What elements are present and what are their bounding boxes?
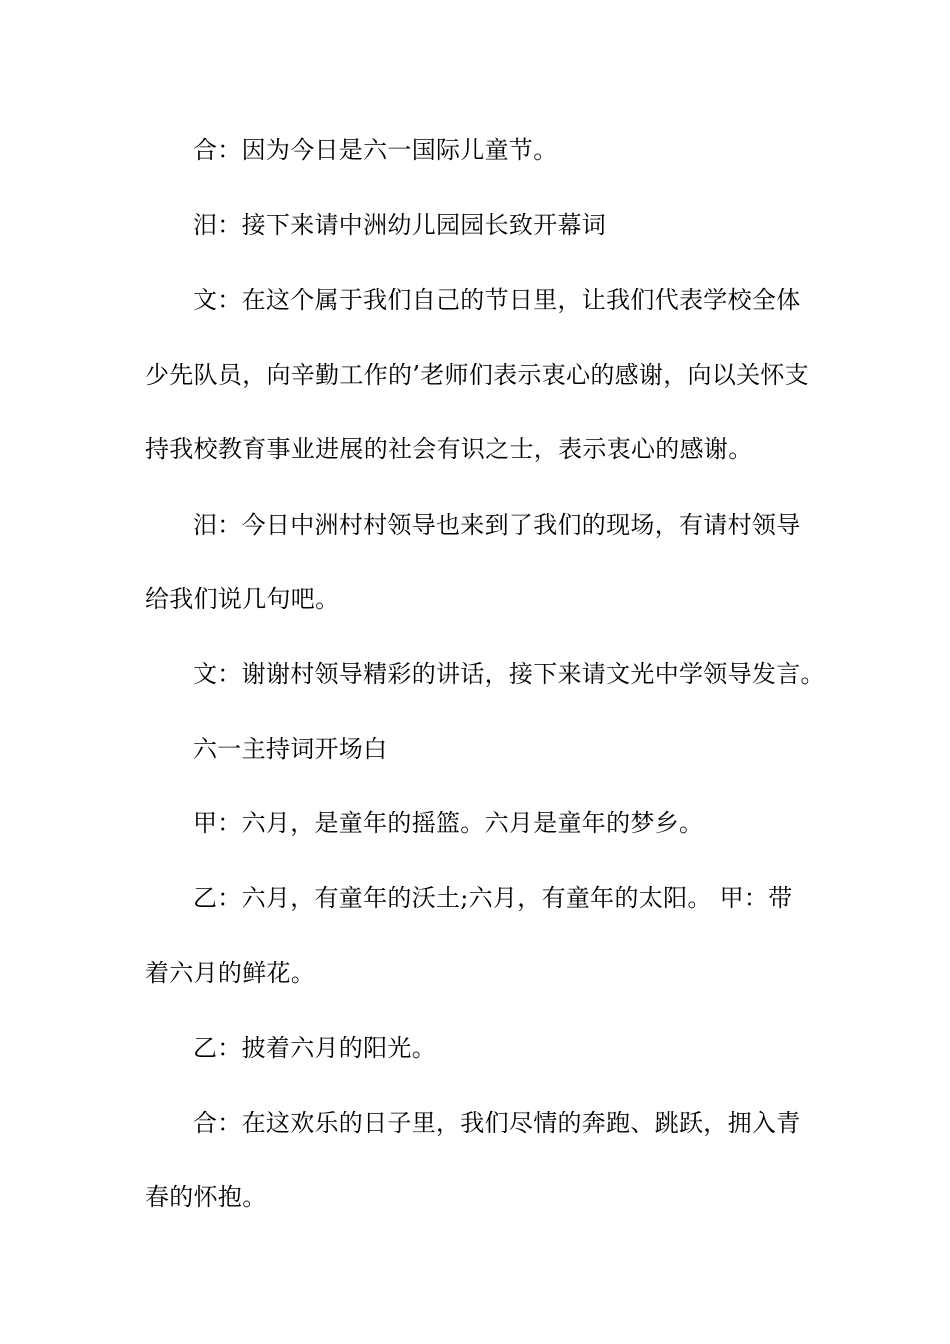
section-heading: 六一主持词开场白 (193, 735, 388, 763)
paragraph-line: 春的怀抱。 (145, 1183, 267, 1211)
paragraph-line: 甲：六月，是童年的摇篮。六月是童年的梦乡。 (193, 809, 704, 837)
paragraph-line: 乙：披着六月的阳光。 (193, 1034, 436, 1062)
paragraph-line: 着六月的鲜花。 (145, 959, 316, 987)
paragraph-line: 汨：接下来请中洲幼儿园园长致开幕词 (193, 211, 607, 239)
paragraph-line: 合：因为今日是六一国际儿童节。 (193, 136, 558, 164)
paragraph-line: 汨：今日中洲村村领导也来到了我们的现场，有请村领导 (193, 511, 801, 539)
paragraph-line: 少先队员，向辛勤工作的’老师们表示衷心的感谢，向以关怀支 (145, 361, 810, 389)
paragraph-line: 持我校教育事业进展的社会有识之士，表示衷心的感谢。 (145, 435, 753, 463)
paragraph-line: 文：在这个属于我们自己的节日里，让我们代表学校全体 (193, 286, 801, 314)
paragraph-line: 合：在这欢乐的日子里，我们尽情的奔跑、跳跃，拥入青 (193, 1109, 801, 1137)
paragraph-line: 乙：六月，有童年的沃土;六月，有童年的太阳。 甲：带 (193, 884, 793, 912)
paragraph-line: 给我们说几句吧。 (145, 585, 340, 613)
paragraph-line: 文：谢谢村领导精彩的讲话，接下来请文光中学领导发言。 (193, 660, 825, 688)
